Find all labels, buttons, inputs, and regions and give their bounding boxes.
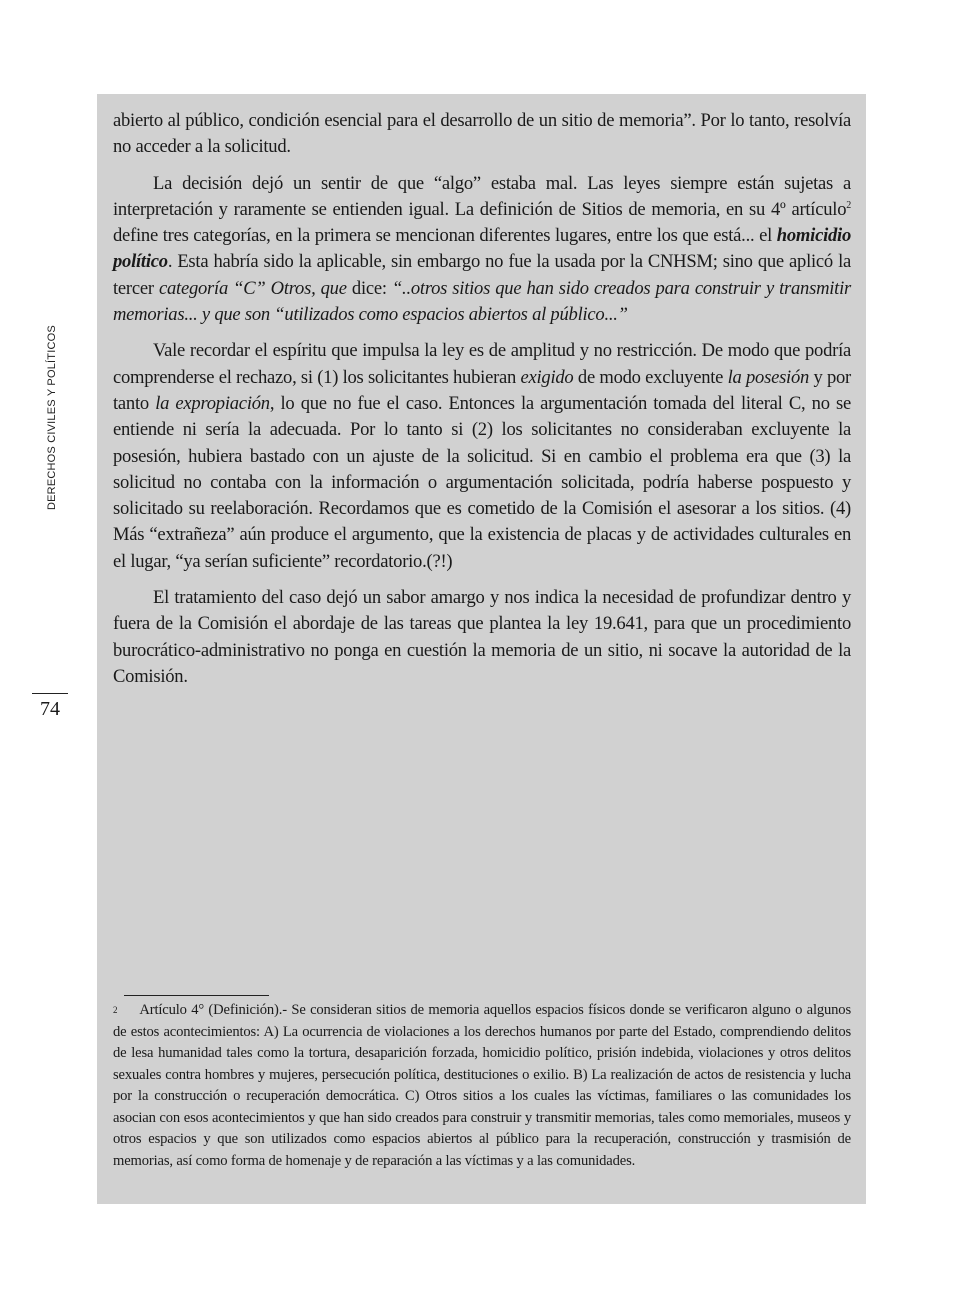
footnote-rule — [124, 995, 269, 996]
quote-italic: “..otros sitios que han sido creados para construir y transmitir memorias... y que son “utilizados como espacios abiertos al público...” — [113, 277, 851, 326]
text-span: y por tanto — [113, 366, 851, 414]
text-span: dice: — [346, 277, 392, 299]
emphasis-bold-italic: homicidio político — [113, 225, 851, 273]
text-span: . Esta habría sido la aplicable, sin embargo no fue la usada por la CNHSM; sino que aplicó la tercer — [113, 251, 851, 299]
paragraph-3 — [113, 338, 851, 575]
paragraph-2 — [113, 171, 851, 329]
emphasis-italic: la posesión — [727, 366, 810, 388]
text-span: de modo excluyente — [573, 366, 728, 388]
emphasis-italic: exigido — [520, 366, 574, 388]
text-span: La decisión dejó un sentir de que “algo” estaba mal. Las leyes siempre están sujetas a interpretación y raramente se entienden igual. La definición de Sitios de memoria, en su 4º artículo — [113, 172, 851, 220]
footnote — [113, 1000, 851, 1172]
text-span: define tres categorías, en la primera se mencionan diferentes lugares, entre los que está... el — [113, 225, 777, 247]
page-number: 74 — [40, 698, 60, 720]
footnote-ref[interactable]: 2 — [846, 199, 851, 211]
page-number-rule — [32, 693, 68, 694]
text-span: , lo que no fue el caso. Entonces la argumentación tomada del literal C, no se entiende ni sería la adecuada. Por lo tanto si (2) los solicitantes no consideraban excluyente la posesión, hubiera bastado con un ajuste de la solicitud. Si en cambio el problema era que (3) la solicitud no contaba con la información o argumentación solicitada, podría haberse pospuesto y solicitado su reelaboración. Recordamos que es cometido de la Comisión el asesorar a los sitios. (4) Más “extrañeza” aún produce el argumento, que la existencia de placas y de actividades culturales en el lugar, “ya serían suficiente” recordatorio.(?!) — [113, 392, 851, 572]
text-span: Vale recordar el espíritu que impulsa la ley es de amplitud y no restricción. De modo que podría comprenderse el rechazo, si (1) los solicitantes hubieran — [113, 340, 851, 388]
paragraph-4: El tratamiento del caso dejó un sabor amargo y nos indica la necesidad de profundizar dentro y fuera de la Comisión el abordaje de las tareas que plantea la ley 19.641, para que un procedimiento burocrático-administrativo no ponga en cuestión la memoria de un sitio, ni socave la autoridad de la Comisión. — [113, 587, 851, 687]
section-side-label: DERECHOS CIVILES Y POLÍTICOS — [46, 325, 58, 510]
paragraph-1: abierto al público, condición esencial para el desarrollo de un sitio de memoria”. Por lo tanto, resolvía no acceder a la solicitud. — [113, 110, 851, 158]
emphasis-italic: la expropiación — [155, 392, 270, 414]
footnote-mark: 2 — [113, 1005, 118, 1015]
body-text — [113, 108, 851, 700]
emphasis-italic: categoría “C” Otros, que — [158, 277, 347, 299]
footnote-text: Artículo 4° (Definición).- Se consideran sitios de memoria aquellos espacios físicos donde se verificaron alguno o algunos de estos acontecimientos: A) La ocurrencia de violaciones a los derechos humanos por parte del Estado, comprendiendo delitos de lesa humanidad tales como la tortura, desaparición forzada, homicidio político, prisión indebida, violaciones y otros delitos sexuales contra hombres y mujeres, persecución política, destituciones o exilio. B) La realización de actos de resistencia y lucha por la construcción o recuperación democrática. C) Otros sitios a los cuales las víctimas, familiares o las comunidades los asocian con esos acontecimientos y que han sido creados para construir y transmitir memorias, tales como memoriales, museos y otros espacios y que son utilizados como espacios abiertos al público para la recuperación, construcción y trasmisión de memorias, así como forma de homenaje y de reparación a las víctimas y a las comunidades. — [113, 1002, 851, 1169]
